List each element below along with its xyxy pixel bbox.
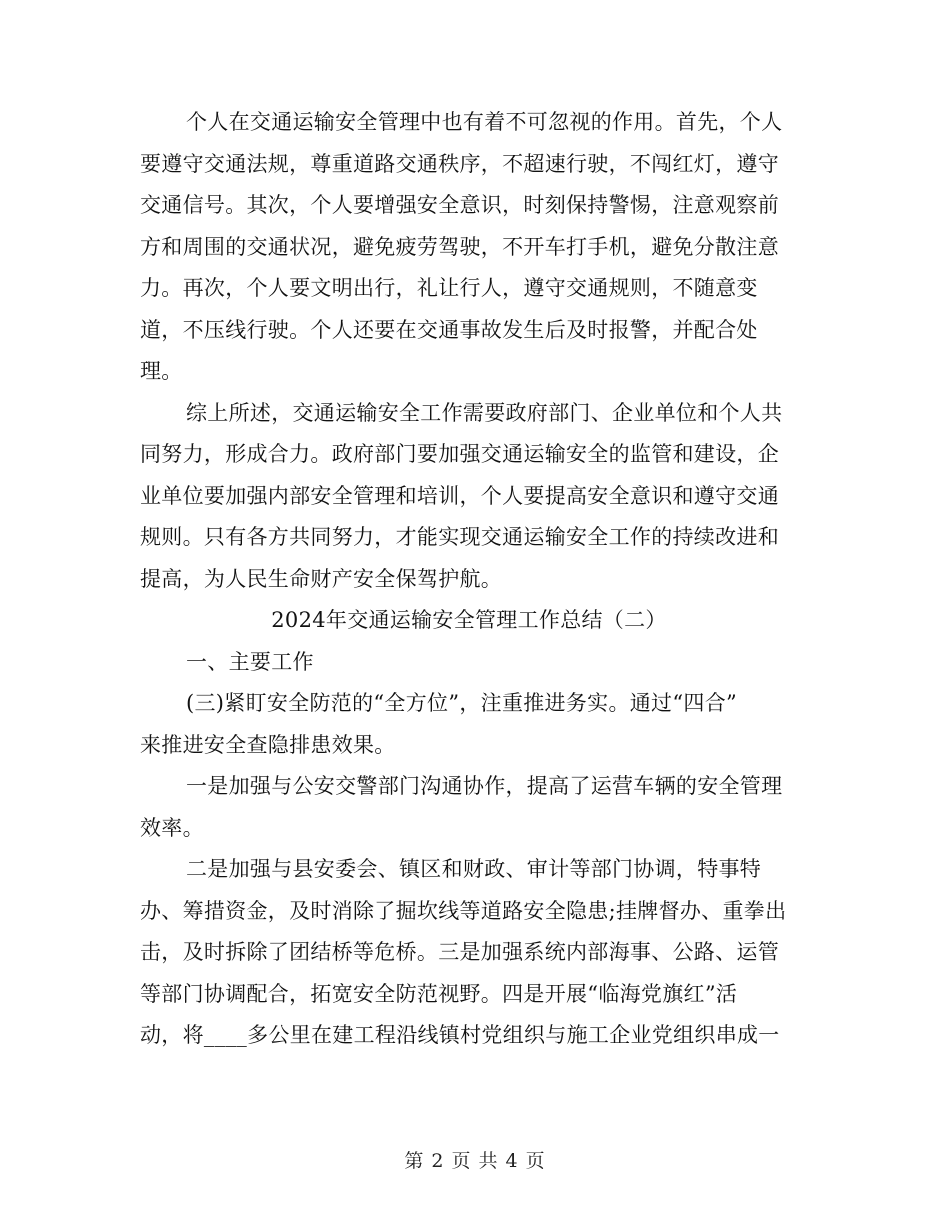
paragraph-department-coordination [140,849,810,1057]
text-line: 业单位要加强内部安全管理和培训，个人要提高安全意识和遵守交通 [140,483,779,508]
paragraph-summary [140,393,810,601]
text-line: 方和周围的交通状况，避免疲劳驾驶，不开车打手机，避免分散注意 [140,234,779,259]
paragraph-police-cooperation [140,766,810,849]
text-line: 综上所述，交通运输安全工作需要政府部门、企业单位和个人共 [186,400,783,425]
text-line: 个人在交通运输安全管理中也有着不可忽视的作用。首先，个人 [186,110,783,134]
text-line: 动，将____多公里在建工程沿线镇村党组织与施工企业党组织串成一 [140,1023,780,1047]
paragraph-individual-role [140,102,810,393]
text-line: 提高，为人民生命财产安全保驾护航。 [140,566,503,591]
text-line: (三)紧盯安全防范的“全方位”，注重推进务实。通过“四合” [186,691,738,715]
text-line: 办、筹措资金，及时消除了掘坎线等道路安全隐患;挂牌督办、重拳出 [140,898,787,923]
text-line: 道，不压线行驶。个人还要在交通事故发生后及时报警，并配合处 [140,317,758,342]
text-line: 规则。只有各方共同努力，才能实现交通运输安全工作的持续改进和 [140,525,779,549]
text-line: 力。再次，个人要文明出行，礼让行人，遵守交通规则，不随意变 [140,276,758,300]
page-number-footer: 第 2 页 共 4 页 [404,1150,546,1172]
subheading: 一、主要工作 [186,649,314,674]
paragraph-all-round-prevention [140,683,810,766]
text-line: 二是加强与县安委会、镇区和财政、审计等部门协调，特事特 [186,857,762,881]
text-line: 来推进安全查隐排患效果。 [140,732,396,757]
text-line: 一是加强与公安交警部门沟通协作，提高了运营车辆的安全管理 [186,774,783,798]
text-line: 同努力，形成合力。政府部门要加强交通运输安全的监管和建设，企 [140,442,779,466]
text-line: 等部门协调配合，拓宽安全防范视野。四是开展“临海党旗红”活 [140,981,738,1006]
text-line: 效率。 [140,815,204,840]
text-line: 要遵守交通法规，尊重道路交通秩序，不超速行驶，不闯红灯，遵守 [140,151,779,176]
text-line: 击，及时拆除了团结桥等危桥。三是加强系统内部海事、公路、运管 [140,940,779,964]
text-line: 交通信号。其次，个人要增强安全意识，时刻保持警惕，注意观察前 [140,193,779,217]
section-title: 2024年交通运输安全管理工作总结（二） [271,608,667,632]
text-line: 理。 [140,359,183,383]
document-body [140,102,810,1057]
